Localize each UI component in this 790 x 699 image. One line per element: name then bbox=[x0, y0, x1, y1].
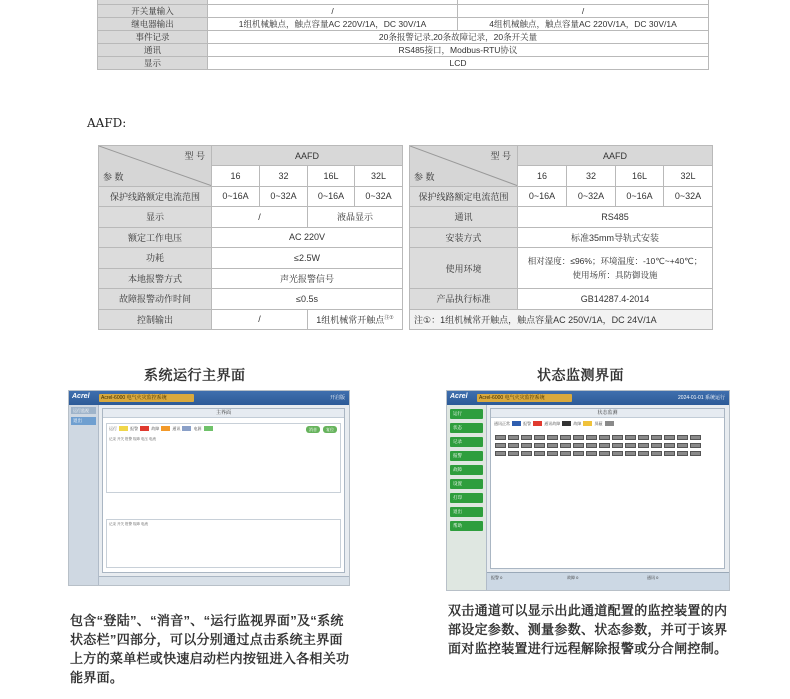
value-cell: 0~16A bbox=[308, 186, 355, 207]
sidebar-button[interactable]: 退出 bbox=[450, 507, 483, 517]
device-node[interactable] bbox=[612, 451, 623, 456]
device-node[interactable] bbox=[534, 451, 545, 456]
table-row bbox=[98, 30, 709, 43]
status-interface-title: 状态监测界面 bbox=[537, 367, 624, 383]
value-cell: ≤2.5W bbox=[212, 248, 403, 269]
table-row bbox=[99, 268, 403, 289]
status-row: 报警 0 bbox=[491, 575, 503, 580]
value-cell bbox=[308, 309, 403, 330]
table-row bbox=[99, 186, 403, 207]
device-node[interactable] bbox=[560, 451, 571, 456]
value-cell: / bbox=[208, 4, 458, 17]
legend-swatch bbox=[119, 426, 128, 431]
legend-swatch bbox=[182, 426, 191, 431]
value-cell: ≤0.5s bbox=[212, 289, 403, 310]
device-node[interactable] bbox=[599, 443, 610, 448]
sidebar-button[interactable]: 设置 bbox=[450, 479, 483, 489]
device-node[interactable] bbox=[625, 443, 636, 448]
device-node[interactable] bbox=[612, 443, 623, 448]
device-node[interactable] bbox=[651, 451, 662, 456]
model-header: 32L bbox=[355, 166, 403, 187]
param-cell: 继电器输出 bbox=[98, 17, 208, 30]
upper-section bbox=[106, 423, 341, 493]
param-cell: 控制输出 bbox=[99, 309, 212, 330]
status-row: 通讯 0 bbox=[647, 575, 659, 580]
param-cell: 额定工作电压 bbox=[99, 227, 212, 248]
value-cell: 0~16A bbox=[212, 186, 260, 207]
value-cell: 20条报警记录,20条故障记录，20条开关量 bbox=[208, 30, 709, 43]
device-node[interactable] bbox=[560, 443, 571, 448]
value-cell bbox=[518, 248, 713, 289]
value-cell: 声光报警信号 bbox=[212, 268, 403, 289]
value-cell: / bbox=[212, 207, 308, 228]
table-row bbox=[98, 17, 709, 30]
table-row bbox=[98, 4, 709, 17]
device-node[interactable] bbox=[599, 435, 610, 440]
lower-caption: 记录 开关 报警 故障 电流 bbox=[109, 522, 148, 526]
model-header: 32L bbox=[664, 166, 713, 187]
device-node[interactable] bbox=[664, 435, 675, 440]
table-row bbox=[98, 56, 709, 69]
titlebar-status: 2024-01-01 系统运行 bbox=[678, 395, 725, 401]
param-cell: 产品执行标准 bbox=[410, 289, 518, 310]
value-cell: 0~32A bbox=[260, 186, 308, 207]
table-row bbox=[410, 289, 713, 310]
device-node[interactable] bbox=[677, 451, 688, 456]
device-node[interactable] bbox=[508, 435, 519, 440]
device-node[interactable] bbox=[573, 451, 584, 456]
titlebar-status: 开启版 bbox=[329, 395, 345, 401]
value-cell: RS485接口，Modbus-RTU协议 bbox=[208, 43, 709, 56]
device-node[interactable] bbox=[586, 443, 597, 448]
panel-title: 状态监测 bbox=[491, 409, 724, 418]
series-header: AAFD bbox=[212, 146, 403, 166]
table-row bbox=[410, 186, 713, 207]
device-node[interactable] bbox=[638, 451, 649, 456]
value-cell: / bbox=[212, 309, 308, 330]
device-node[interactable] bbox=[690, 443, 701, 448]
sidebar-item-exit[interactable]: 退出 bbox=[71, 417, 96, 425]
device-node[interactable] bbox=[625, 451, 636, 456]
value-cell: 液晶显示 bbox=[308, 207, 403, 228]
value-cell: 0~32A bbox=[664, 186, 713, 207]
model-header: 32 bbox=[260, 166, 308, 187]
device-node[interactable] bbox=[625, 435, 636, 440]
param-cell: 显示 bbox=[99, 207, 212, 228]
device-node[interactable] bbox=[495, 451, 506, 456]
device-node[interactable] bbox=[599, 451, 610, 456]
sidebar-button[interactable]: 打印 bbox=[450, 493, 483, 503]
value-cell: 1组机械触点，触点容量AC 220V/1A，DC 30V/1A bbox=[208, 17, 458, 30]
sidebar-button[interactable]: 运行 bbox=[450, 409, 483, 419]
acrel-logo: Acrel bbox=[72, 393, 90, 400]
table-row bbox=[410, 248, 713, 289]
model-header: 16L bbox=[616, 166, 664, 187]
device-node[interactable] bbox=[521, 443, 532, 448]
status-panel bbox=[490, 408, 725, 569]
main-interface-screenshot bbox=[68, 390, 350, 586]
device-node[interactable] bbox=[534, 435, 545, 440]
value-cell: 标准35mm导轨式安装 bbox=[518, 227, 713, 248]
table-row bbox=[99, 227, 403, 248]
system-status-bar bbox=[99, 576, 349, 585]
model-header: 16 bbox=[518, 166, 567, 187]
device-node[interactable] bbox=[664, 443, 675, 448]
table-row bbox=[99, 309, 403, 330]
sidebar-button[interactable]: 记录 bbox=[450, 437, 483, 447]
device-node[interactable] bbox=[560, 435, 571, 440]
spec-table-aafd-right bbox=[409, 145, 713, 330]
value-cell: 0~16A bbox=[518, 186, 567, 207]
main-panel bbox=[102, 408, 345, 573]
legend-swatch bbox=[204, 426, 213, 431]
param-cell: 通讯 bbox=[98, 43, 208, 56]
device-node[interactable] bbox=[573, 443, 584, 448]
sidebar-header: 运行监视 bbox=[71, 407, 96, 414]
value-cell: AC 220V bbox=[212, 227, 403, 248]
panel-title: 主界面 bbox=[103, 409, 344, 418]
model-header: 16 bbox=[212, 166, 260, 187]
device-node[interactable] bbox=[677, 443, 688, 448]
value-cell: LCD bbox=[208, 56, 709, 69]
table-row bbox=[99, 289, 403, 310]
value-cell: 0~16A bbox=[616, 186, 664, 207]
main-interface-title: 系统运行主界面 bbox=[144, 367, 246, 383]
device-node[interactable] bbox=[547, 435, 558, 440]
param-cell: 通讯 bbox=[410, 207, 518, 228]
legend-swatch bbox=[512, 421, 521, 426]
function-sidebar bbox=[447, 405, 487, 590]
sidebar-button[interactable]: 报警 bbox=[450, 451, 483, 461]
device-node[interactable] bbox=[547, 451, 558, 456]
device-node[interactable] bbox=[508, 451, 519, 456]
table-row bbox=[410, 227, 713, 248]
upper-caption: 记录 开关 报警 故障 电压 电流 bbox=[109, 437, 156, 441]
device-node[interactable] bbox=[521, 435, 532, 440]
header-diagonal-cell bbox=[99, 146, 212, 187]
legend-swatch bbox=[583, 421, 592, 426]
series-header: AAFD bbox=[518, 146, 713, 166]
param-cell: 显示 bbox=[98, 56, 208, 69]
param-cell: 保护线路额定电流范围 bbox=[99, 186, 212, 207]
app-name: Acrel-6000 电气火灾监控系统 bbox=[99, 394, 194, 402]
device-node[interactable] bbox=[495, 435, 506, 440]
table-row bbox=[99, 207, 403, 228]
value-cell: / bbox=[458, 4, 709, 17]
param-cell: 安装方式 bbox=[410, 227, 518, 248]
value-cell: GB14287.4-2014 bbox=[518, 289, 713, 310]
app-titlebar bbox=[69, 391, 349, 405]
spec-table-top bbox=[97, 0, 709, 70]
legend-swatch bbox=[562, 421, 571, 426]
model-header: 32 bbox=[567, 166, 616, 187]
device-node[interactable] bbox=[638, 443, 649, 448]
table-row bbox=[98, 43, 709, 56]
legend-swatch bbox=[533, 421, 542, 426]
param-cell: 事件记录 bbox=[98, 30, 208, 43]
device-node[interactable] bbox=[547, 443, 558, 448]
sidebar bbox=[69, 405, 99, 585]
param-cell: 故障报警动作时间 bbox=[99, 289, 212, 310]
device-node[interactable] bbox=[690, 435, 701, 440]
lower-section bbox=[106, 519, 341, 568]
param-cell: 使用环境 bbox=[410, 248, 518, 289]
main-interface-description: 包含“登陆”、“消音”、“运行监视界面”及“系统状态栏”四部分，可以分别通过点击系统主界面上方的菜单栏或快速启动栏内按钮进入各相关功能界面。 bbox=[70, 613, 350, 685]
param-cell: 本地报警方式 bbox=[99, 268, 212, 289]
mute-button[interactable]: 消音 bbox=[306, 426, 320, 433]
value-cell: 0~32A bbox=[355, 186, 403, 207]
device-node[interactable] bbox=[586, 451, 597, 456]
header-param-label: 参 数 bbox=[103, 171, 124, 182]
header-model-label: 型 号 bbox=[184, 151, 205, 161]
legend-swatch bbox=[140, 426, 149, 431]
status-legend: 通讯正常 报警 通讯故障 故障 屏蔽 bbox=[494, 421, 615, 427]
device-node[interactable] bbox=[664, 451, 675, 456]
header-model-label: 型 号 bbox=[490, 151, 511, 161]
acrel-logo: Acrel bbox=[450, 393, 468, 400]
status-row: 故障 0 bbox=[567, 575, 579, 580]
device-node[interactable] bbox=[534, 443, 545, 448]
status-interface-screenshot bbox=[446, 390, 730, 591]
device-node[interactable] bbox=[521, 451, 532, 456]
footnote-mark: 注① bbox=[384, 314, 394, 321]
value-cell: RS485 bbox=[518, 207, 713, 228]
device-node[interactable] bbox=[612, 435, 623, 440]
table-row bbox=[410, 309, 713, 330]
legend-swatch bbox=[605, 421, 614, 426]
spec-table-aafd-left bbox=[98, 145, 403, 330]
param-cell: 开关量输入 bbox=[98, 4, 208, 17]
device-node[interactable] bbox=[677, 435, 688, 440]
device-node[interactable] bbox=[573, 435, 584, 440]
param-cell: 保护线路额定电流范围 bbox=[410, 186, 518, 207]
table-row bbox=[410, 207, 713, 228]
header-diagonal-cell bbox=[410, 146, 518, 187]
header-param-label: 参 数 bbox=[414, 171, 435, 182]
footnote-cell: 注①：1组机械常开触点，触点容量AC 250V/1A，DC 24V/1A bbox=[410, 309, 713, 330]
status-legend: 运行 报警 故障 通讯 电源 bbox=[109, 426, 214, 432]
table-row bbox=[99, 248, 403, 269]
value-cell: 4组机械触点，触点容量AC 220V/1A，DC 30V/1A bbox=[458, 17, 709, 30]
section-label-aafd: AAFD: bbox=[87, 116, 127, 130]
device-node[interactable] bbox=[651, 443, 662, 448]
device-node[interactable] bbox=[651, 435, 662, 440]
app-titlebar bbox=[447, 391, 729, 405]
param-cell: 功耗 bbox=[99, 248, 212, 269]
control-output-text: 1组机械常开触点 bbox=[316, 314, 385, 325]
device-node[interactable] bbox=[508, 443, 519, 448]
device-node[interactable] bbox=[586, 435, 597, 440]
model-header: 16L bbox=[308, 166, 355, 187]
legend-swatch bbox=[161, 426, 170, 431]
sidebar-button[interactable]: 故障 bbox=[450, 465, 483, 475]
environment-line-2: 使用场所：具防御设施 bbox=[572, 270, 658, 280]
sidebar-button[interactable]: 帮助 bbox=[450, 521, 483, 531]
status-interface-description: 双击通道可以显示出此通道配置的监控装置的内部设定参数、测量参数、状态参数，并可于该界面对监控装置进行远程解除报警或分合闸控制。 bbox=[448, 603, 728, 656]
value-cell: 0~32A bbox=[567, 186, 616, 207]
sidebar-button[interactable]: 状态 bbox=[450, 423, 483, 433]
environment-line-1: 相对湿度：≤96%；环境温度：-10℃~+40℃； bbox=[527, 256, 703, 266]
device-node[interactable] bbox=[638, 435, 649, 440]
device-node[interactable] bbox=[495, 443, 506, 448]
app-name: Acrel-6000 电气火灾监控系统 bbox=[477, 394, 572, 402]
status-summary-bar bbox=[487, 572, 729, 590]
reset-button[interactable]: 复位 bbox=[323, 426, 337, 433]
device-node[interactable] bbox=[690, 451, 701, 456]
